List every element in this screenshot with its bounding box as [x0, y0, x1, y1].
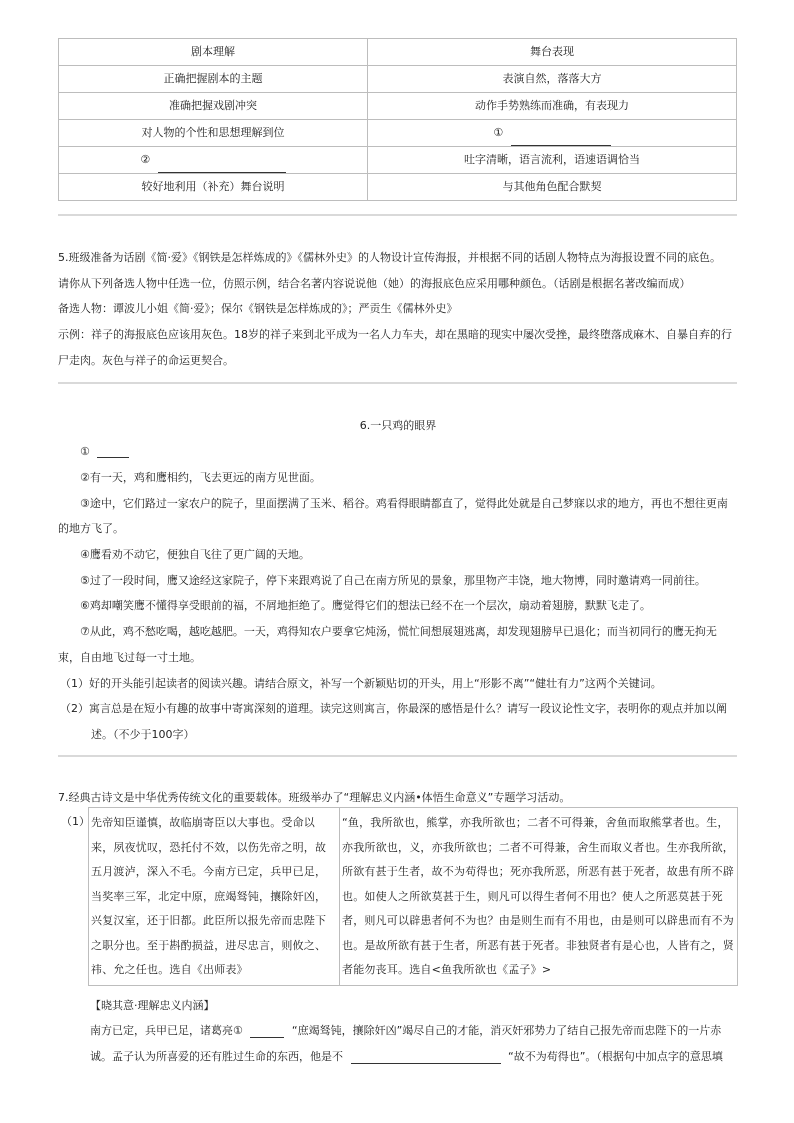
text-segment: 诚。孟子认为所喜爱的还有胜过生命的东西，他是不 — [90, 1050, 343, 1063]
header-script-understanding: 剧本理解 — [59, 39, 368, 66]
blank-marker: ① — [493, 126, 504, 139]
text-segment: 南方已定，兵甲已足，诸葛亮① — [90, 1024, 243, 1037]
rubric-table — [58, 38, 737, 201]
table-cell: 较好地利用（补充）舞台说明 — [59, 174, 368, 201]
blank-marker: ① — [80, 445, 90, 458]
yuwosuoyu-excerpt: “鱼，我所欲也，熊掌，亦我所欲也；二者不可得兼，舍鱼而取熊掌者也。生，亦我所欲也，义，亦我所欲也；二者不可得兼，舍生而取义者也。生亦我所欲，所欲有甚于生者，故不为苟得也；死亦我所恶，所恶有甚于死者，故患有所不辟也。如使人之所欲莫甚于生，则凡可以得生者何不用也？使人之所恶莫甚于死者，则凡可以辟患者何不为也？由是则生而有不用也，由是则可以辟患而有不为也。是故所欲有甚于生者，所恶有甚于死者。非独贤者有是心也，人皆有之，贤者能勿丧耳。选自<鱼我所欲也《孟子》> — [340, 808, 738, 986]
q6-paragraph-4: ④鹰看劝不动它，便独自飞往了更广阔的天地。 — [80, 548, 310, 561]
table-row — [59, 147, 737, 174]
table-row — [59, 174, 737, 201]
q6-subquestion-1: （1）好的开头能引起读者的阅读兴趣。请结合原文，补写一个新颖贴切的开头，用上“形影不离”“健壮有力”这两个关键词。 — [60, 677, 662, 690]
table-row — [59, 66, 737, 93]
q6-paragraph-2: ②有一天，鸡和鹰相约，飞去更远的南方见世面。 — [80, 471, 321, 484]
q7-intro: 7.经典古诗文是中华优秀传统文化的重要载体。班级举办了“理解忠义内涵•体悟生命意义”专题学习活动。 — [58, 791, 571, 804]
table-row — [59, 93, 737, 120]
q6-title: 6.一只鸡的眼界 — [359, 419, 437, 432]
q6-paragraph-3-cont: 的地方飞了。 — [58, 522, 124, 535]
answer-blank-3[interactable] — [250, 1023, 284, 1038]
q5-line: 示例：祥子的海报底色应该用灰色。18岁的祥子来到北平成为一名人力车夫，却在黑暗的现实中屡次受挫，最终堕落成麻木、自暴自弃的行 — [58, 328, 732, 341]
q6-paragraph-7: ⑦从此，鸡不愁吃喝，越吃越肥。一天，鸡得知农户要拿它炖汤，慌忙间想展翅逃离，却发现翅膀早已退化；而当初同行的鹰无拘无 — [80, 625, 717, 638]
opening-blank[interactable] — [97, 443, 129, 458]
chushibiao-excerpt: 先帝知臣谨慎，故临崩寄臣以大事也。受命以来，夙夜忧叹，恐托付不效，以伤先帝之明，故五月渡泸，深入不毛。今南方已定，兵甲已足，当奖率三军，北定中原，庶竭驽钝，攘除奸凶，兴复汉室，还于旧都。此臣所以报先帝而忠陛下之职分也。至于斟酌损益，进尽忠言，则攸之、祎、允之任也。选自《出师表》 — [89, 808, 340, 986]
table-cell-blank-2 — [59, 147, 368, 174]
blank-marker: ② — [140, 153, 151, 166]
table-cell: 动作手势熟练而准确，有表现力 — [368, 93, 737, 120]
q6-paragraph-7-cont: 束，自由地飞过每一寸土地。 — [58, 651, 201, 664]
table-cell: 与其他角色配合默契 — [368, 174, 737, 201]
q6-paragraph-3: ③途中，它们路过一家农户的院子，里面摆满了玉米、稻谷。鸡看得眼睛都直了，觉得此处就是自己梦寐以求的地方，再也不想往更南 — [80, 497, 728, 510]
table-cell: 吐字清晰，语言流利，语速语调恰当 — [368, 147, 737, 174]
table-cell: 准确把握戏剧冲突 — [59, 93, 368, 120]
section-heading: 【晓其意·理解忠义内涵】 — [90, 999, 215, 1012]
q7-subquestion-label: （1） — [61, 815, 90, 828]
q7-fill-line-2 — [90, 1048, 738, 1064]
q6-paragraph-1 — [80, 443, 738, 458]
text-segment: “庶竭驽钝，攘除奸凶”竭尽自己的才能，消灭奸邪势力了结自己报先帝而忠陛下的一片赤 — [291, 1024, 722, 1037]
text-segment: “故不为苟得也”。（根据句中加点字的意思填 — [508, 1050, 723, 1063]
table-cell: 对人物的个性和思想理解到位 — [59, 120, 368, 147]
q6-subquestion-2-cont: 述。（不少于100字） — [91, 728, 195, 741]
table-cell: 表演自然，落落大方 — [368, 66, 737, 93]
q7-fill-line-1 — [90, 1022, 738, 1038]
answer-blank-4[interactable] — [351, 1049, 501, 1064]
table-row — [89, 808, 738, 986]
divider — [58, 755, 737, 757]
answer-blank-2[interactable] — [158, 158, 286, 173]
q6-subquestion-2: （2）寓言总是在短小有趣的故事中寄寓深刻的道理。读完这则寓言，你最深的感悟是什么？请写一段议论性文字，表明你的观点并加以阐 — [60, 702, 727, 715]
q5-line: 请你从下列备选人物中任选一位，仿照示例，结合名著内容说说他（她）的海报底色应采用哪种颜色。（话剧是根据名著改编而成） — [58, 277, 691, 290]
header-stage-performance: 舞台表现 — [368, 39, 737, 66]
table-cell-blank-1 — [368, 120, 737, 147]
q6-paragraph-5: ⑤过了一段时间，鹰又途经这家院子，停下来跟鸡说了自己在南方所见的景象，那里物产丰饶，地大物博，同时邀请鸡一同前往。 — [80, 574, 706, 587]
q5-line: 尸走肉。灰色与祥子的命运更契合。 — [58, 354, 234, 367]
table-header-row — [59, 39, 737, 66]
divider — [58, 382, 737, 384]
classical-text-table — [88, 807, 738, 986]
q6-paragraph-6: ⑥鸡却嘲笑鹰不懂得享受眼前的福，不屑地拒绝了。鹰觉得它们的想法已经不在一个层次，扇动着翅膀，默默飞走了。 — [80, 599, 651, 612]
answer-blank-1[interactable] — [511, 131, 611, 146]
table-row — [59, 120, 737, 147]
q5-line: 备选人物：谭波儿小姐《简·爱》；保尔《钢铁是怎样炼成的》；严贡生《儒林外史》 — [58, 302, 458, 315]
q5-line: 5.班级准备为话剧《简·爱》《钢铁是怎样炼成的》《儒林外史》的人物设计宣传海报，并根据不同的话剧人物特点为海报设置不同的底色。 — [58, 251, 721, 264]
table-cell: 正确把握剧本的主题 — [59, 66, 368, 93]
divider — [58, 214, 737, 216]
